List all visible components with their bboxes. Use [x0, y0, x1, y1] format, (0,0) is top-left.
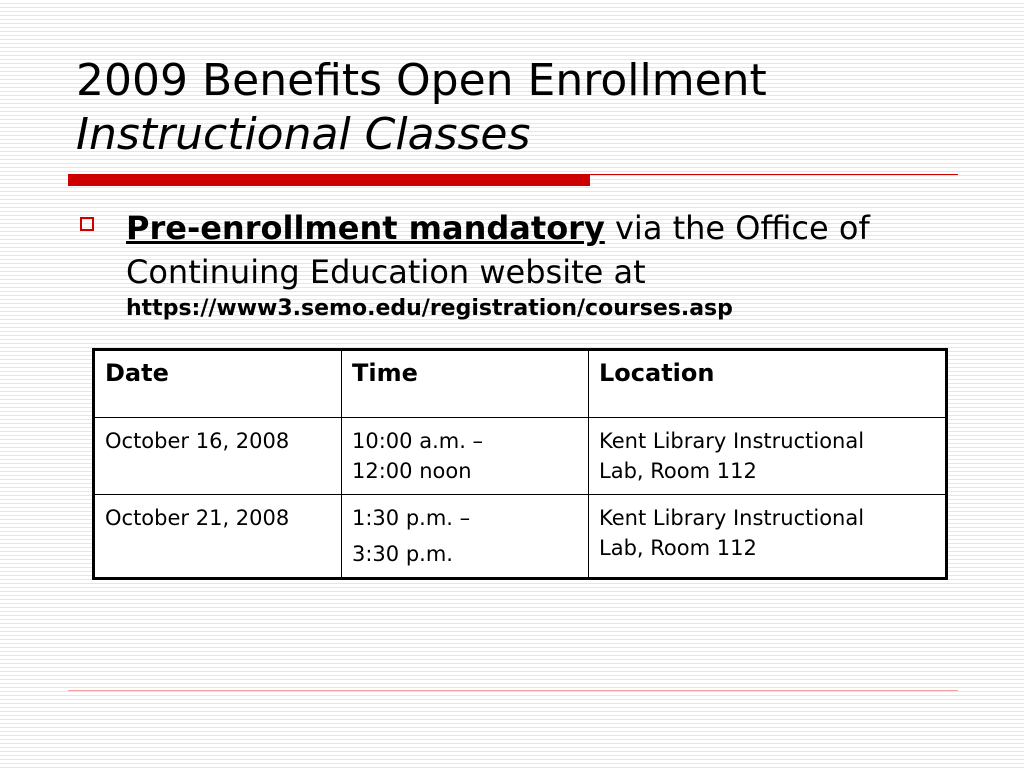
cell-date: October 21, 2008: [94, 495, 342, 579]
slide-title-main: 2009 Benefits Open Enrollment: [76, 55, 767, 106]
cell-time-start: 10:00 a.m. –: [352, 429, 484, 453]
registration-url: https://www3.semo.edu/registration/courses.asp: [126, 296, 733, 321]
class-schedule-table: [92, 348, 948, 580]
cell-time-start: 1:30 p.m. –: [352, 506, 471, 530]
bullet-emphasis: Pre-enrollment mandatory: [126, 209, 605, 247]
cell-location: [589, 495, 947, 579]
hollow-square-bullet-icon: [80, 217, 94, 231]
table-row: [94, 495, 947, 579]
table-row: [94, 418, 947, 495]
slide-title: [76, 54, 956, 162]
header-time: Time: [342, 350, 589, 418]
cell-location-line1: Kent Library Instructional: [599, 506, 865, 530]
table-header-row: [94, 350, 947, 418]
cell-location-line2: Lab, Room 112: [599, 459, 757, 483]
footer-divider: [68, 690, 958, 691]
header-date: Date: [94, 350, 342, 418]
bullet-body: via the Office of Continuing Education website at: [126, 209, 870, 291]
cell-time-end: 12:00 noon: [352, 459, 472, 483]
title-divider: [68, 172, 958, 186]
cell-time: [342, 418, 589, 495]
cell-date: October 16, 2008: [94, 418, 342, 495]
cell-time: [342, 495, 589, 579]
cell-location-line2: Lab, Room 112: [599, 536, 757, 560]
cell-location: [589, 418, 947, 495]
bullet-item: [80, 206, 960, 324]
cell-time-end: 3:30 p.m.: [352, 542, 453, 566]
bullet-text: [126, 206, 956, 324]
title-divider-line: [590, 174, 958, 175]
title-divider-bar: [68, 174, 590, 186]
header-location: Location: [589, 350, 947, 418]
slide-subtitle: Instructional Classes: [76, 109, 531, 160]
cell-location-line1: Kent Library Instructional: [599, 429, 865, 453]
